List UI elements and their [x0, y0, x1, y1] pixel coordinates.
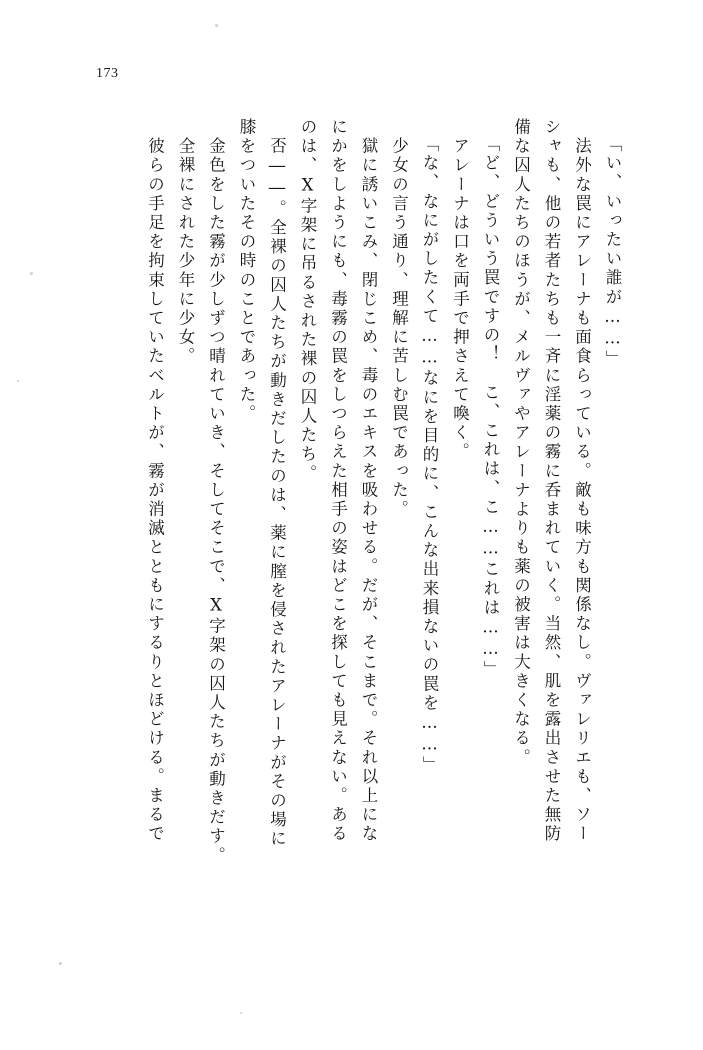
body-text [60, 118, 620, 978]
paper-speck [17, 380, 19, 382]
text-line: 備な囚人たちのほうが、メルヴァやアレーナよりも薬の被害は大きくなる。 [511, 118, 531, 768]
text-line: 法外な罠にアレーナも面食らっている。敵も味方も関係なし。ヴァレリエも、ソー [572, 118, 592, 844]
text-line: 「な、なにがしたくて……なにを目的に、こんな出来損ないの罠を……」 [420, 135, 439, 776]
text-line: 金色をした霧が少しずつ晴れていき、そしてそこで、X字架の囚人たちが動きだす。 [206, 118, 226, 866]
paper-speck [215, 24, 218, 27]
page-number: 173 [96, 66, 119, 81]
paper-speck [30, 272, 33, 275]
paper-speck [240, 1012, 242, 1014]
text-line: 「い、いったい誰が……」 [603, 135, 622, 370]
text-line: 全裸にされた少年に少女。 [176, 118, 195, 367]
text-line: シャも、他の若者たちも一斉に淫薬の霧に呑まれていく。当然、肌を露出させた無防 [542, 118, 561, 844]
text-line: 「ど、どういう罠ですの！ こ、これは、こ……これは……」 [481, 135, 500, 680]
text-line: 彼らの手足を拘束していたベルトが、霧が消滅とともにするりとほどける。まるで [145, 118, 165, 844]
text-line: 否――。全裸の囚人たちが動きだしたのは、薬に膣を侵されたアレーナがその場に [267, 118, 287, 849]
text-line: 少女の言う通り、理解に苦しむ罠であった。 [389, 118, 409, 520]
text-line: にかをしようにも、毒霧の罠をしつらえた相手の姿はどこを探しても見えない。ある [328, 118, 348, 844]
text-line: 獄に誘いこみ、閉じこめ、毒のエキスを吸わせる。だが、そこまで。それ以上にな [359, 118, 378, 844]
text-line: アレーナは口を両手で押さえて喚く。 [450, 118, 470, 462]
text-line: 膝をついたその時のことであった。 [237, 118, 256, 424]
text-line: のは、X字架に吊るされた裸の囚人たち。 [298, 118, 317, 484]
